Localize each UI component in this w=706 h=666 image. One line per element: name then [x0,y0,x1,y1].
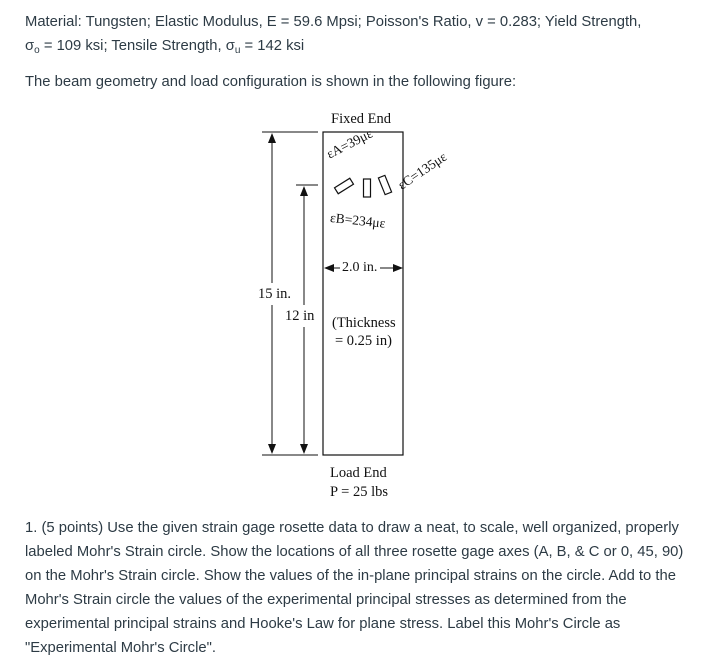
arrow-right-icon [393,264,403,272]
gage-a-label: εA=39με [324,125,375,162]
gage-b-label: εB=234με [329,210,387,231]
thickness-label-2: = 0.25 in) [335,333,392,349]
load-end-label: Load End [330,465,387,481]
yield-symbol: σ [25,38,35,54]
intro-text: The beam geometry and load configuration is shown in the following figure: [25,74,517,90]
thickness-label-1: (Thickness [332,315,396,331]
material-line-1: Material: Tungsten; Elastic Modulus, E = 59.6 Mpsi; Poisson's Ratio, v = 0.283; Yield Strength, [25,14,642,30]
load-value-label: P = 25 lbs [330,484,388,500]
arrow-up-icon [300,186,308,196]
material-line-2-end: = 142 ksi [240,38,305,54]
gage-c-icon [378,175,391,194]
gage-a-icon [335,178,354,193]
arrow-up-icon [268,133,276,143]
length-12-label: 12 in [285,308,315,324]
arrow-left-icon [324,264,334,272]
gage-c-label: εC=135με [395,148,450,193]
fixed-end-label: Fixed End [331,111,392,127]
question-text: 1. (5 points) Use the given strain gage rosette data to draw a neat, to scale, well organized, properly labeled Mohr's Strain circle. Show the locations of all three rosette gage axes (A, B, & C or 0, 45, 90) on the Mohr's Strain circle. Show the values of the in-plane principal strains on the circle. Add to the Mohr's Strain circle the values of the experimental principal stresses as determined from the experimental principal strains and Hooke's Law for plane stress. Label this Mohr's Circle as "Experimental Mohr's Circle". [25,520,684,656]
arrow-down-icon [268,444,276,454]
yield-subscript: o [34,45,40,56]
width-dimension-label: 2.0 in. [342,260,378,275]
tensile-subscript: u [234,45,241,56]
arrow-down-icon [300,444,308,454]
material-line-2: = 109 ksi; Tensile Strength, σ [39,38,235,54]
gage-b-icon [364,179,371,197]
length-15-label: 15 in. [258,286,292,302]
